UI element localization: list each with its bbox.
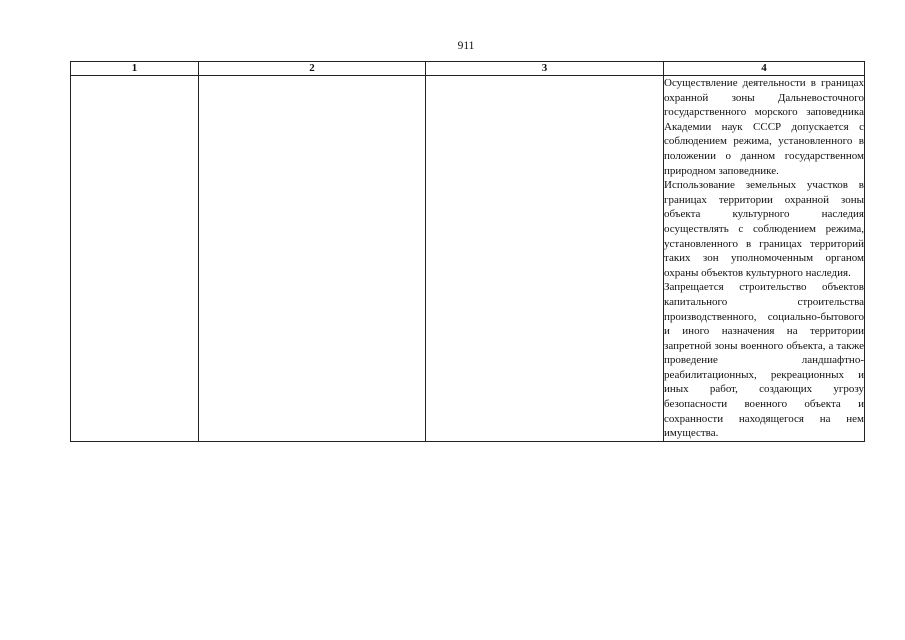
table-cell-col2 xyxy=(199,76,426,442)
regulation-table xyxy=(70,61,865,442)
column-header-1: 1 xyxy=(71,62,199,76)
page-number: 911 xyxy=(457,40,475,52)
column-header-2: 2 xyxy=(199,62,426,76)
table-cell-col4 xyxy=(664,76,865,442)
table-row xyxy=(71,76,865,442)
table-header-row xyxy=(71,62,865,76)
paragraph-protection-zone-reserve: Осуществление деятельности в границах охранной зоны Дальневосточного государственного морского заповедника Академии наук СССР допускается с соблюдением режима, установленного в положении о данном государственном природном заповеднике. xyxy=(664,77,864,177)
table-cell-col1 xyxy=(71,76,199,442)
paragraph-military-restricted-zone: Запрещается строительство объектов капитального строительства производственного, социально-бытового и иного назначения на территории запретной зоны военного объекта, а также проведение ландшафтно-реабилитационных, рекреационных и иных работ, создающих угрозу безопасности военного объекта и сохранности находящегося на нем имущества. xyxy=(664,281,864,440)
column-header-3: 3 xyxy=(426,62,664,76)
table-cell-col3 xyxy=(426,76,664,442)
column-header-4: 4 xyxy=(664,62,865,76)
paragraph-cultural-heritage-zone: Использование земельных участков в границах территории охранной зоны объекта культурного наследия осуществлять с соблюдением режима, установленного в границах территорий таких зон уполномоченным органом охраны объектов культурного наследия. xyxy=(664,179,864,279)
